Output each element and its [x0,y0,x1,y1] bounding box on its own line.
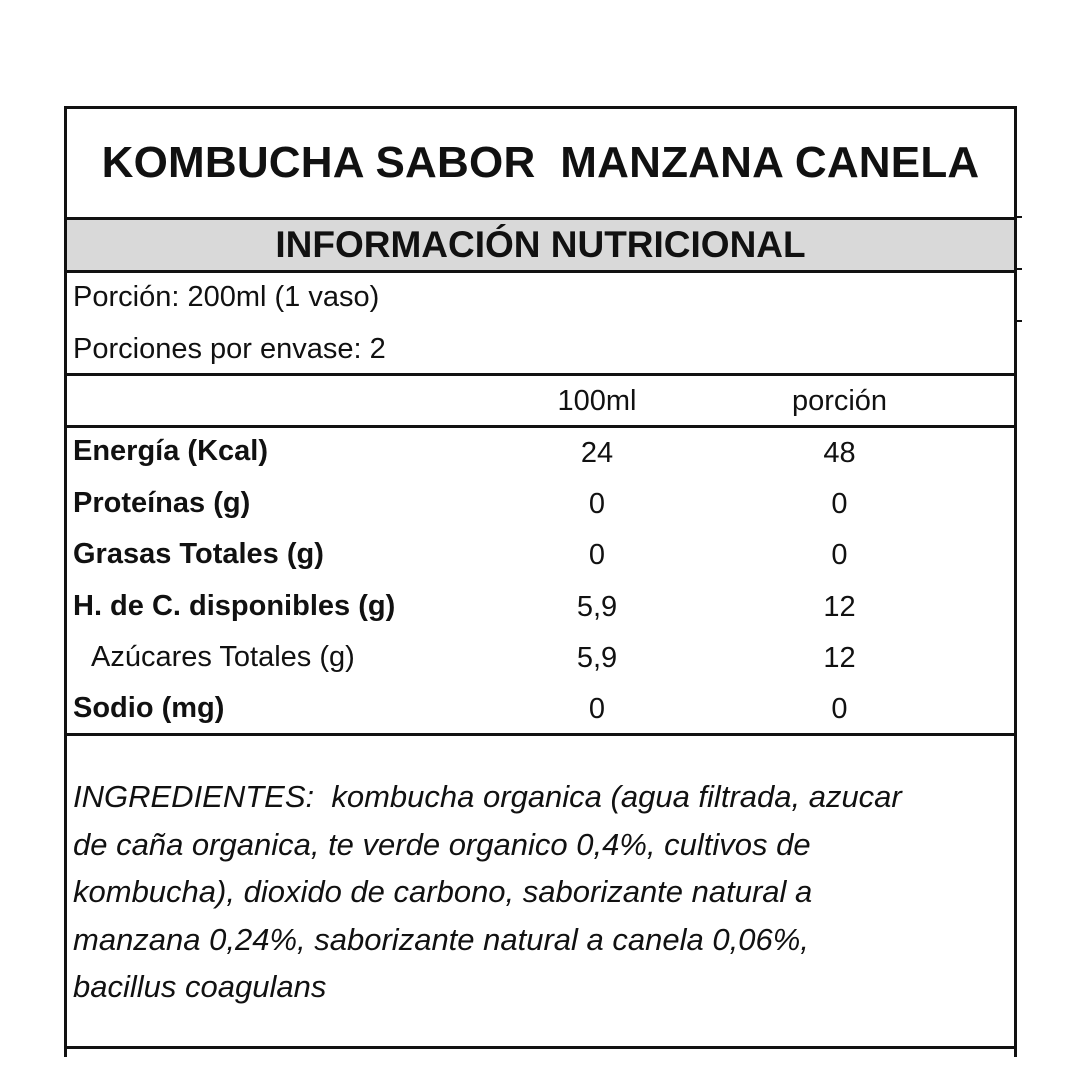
section-header: INFORMACIÓN NUTRICIONAL [67,220,1014,270]
edge-tick [1014,320,1022,322]
value-portion: 12 [823,642,856,674]
ingredients-text: INGREDIENTES: kombucha organica (agua filtrada, azucar de caña organica, te verde organico 0,4%, cultivos de kombucha), dioxido de carbono, saborizante natural a manzana 0,24%, saborizante natural a canela 0,06%, bacillus coagulans [73,779,902,1004]
value-100ml: 0 [588,693,606,725]
value-100ml: 0 [588,488,606,520]
column-header-portion: porción [791,385,888,417]
nutrient-label: Sodio (mg) [73,692,225,724]
nutrition-label [64,106,1017,1057]
divider [64,270,1017,273]
column-header-100ml: 100ml [557,385,637,417]
value-100ml: 5,9 [576,591,618,623]
nutrient-label: Grasas Totales (g) [73,538,324,570]
value-portion: 48 [823,437,856,469]
portion-size: Porción: 200ml (1 vaso) [73,281,380,313]
value-100ml: 24 [580,437,614,469]
edge-tick [1014,268,1022,270]
value-portion: 12 [823,591,856,623]
nutrient-label: Energía (Kcal) [73,435,268,467]
value-portion: 0 [831,539,848,571]
edge-tick [1014,216,1022,218]
divider [64,425,1017,428]
nutrient-label: Proteínas (g) [73,487,251,519]
nutrient-label: Azúcares Totales (g) [91,641,355,673]
product-title: KOMBUCHA SABOR MANZANA CANELA [101,138,980,187]
divider [64,1046,1017,1049]
value-100ml: 5,9 [576,642,618,674]
value-portion: 0 [831,693,848,725]
servings-per-container: Porciones por envase: 2 [73,333,386,365]
divider [64,373,1017,376]
nutrient-label: H. de C. disponibles (g) [73,590,396,622]
value-100ml: 0 [588,539,606,571]
divider [64,733,1017,736]
value-portion: 0 [831,488,848,520]
